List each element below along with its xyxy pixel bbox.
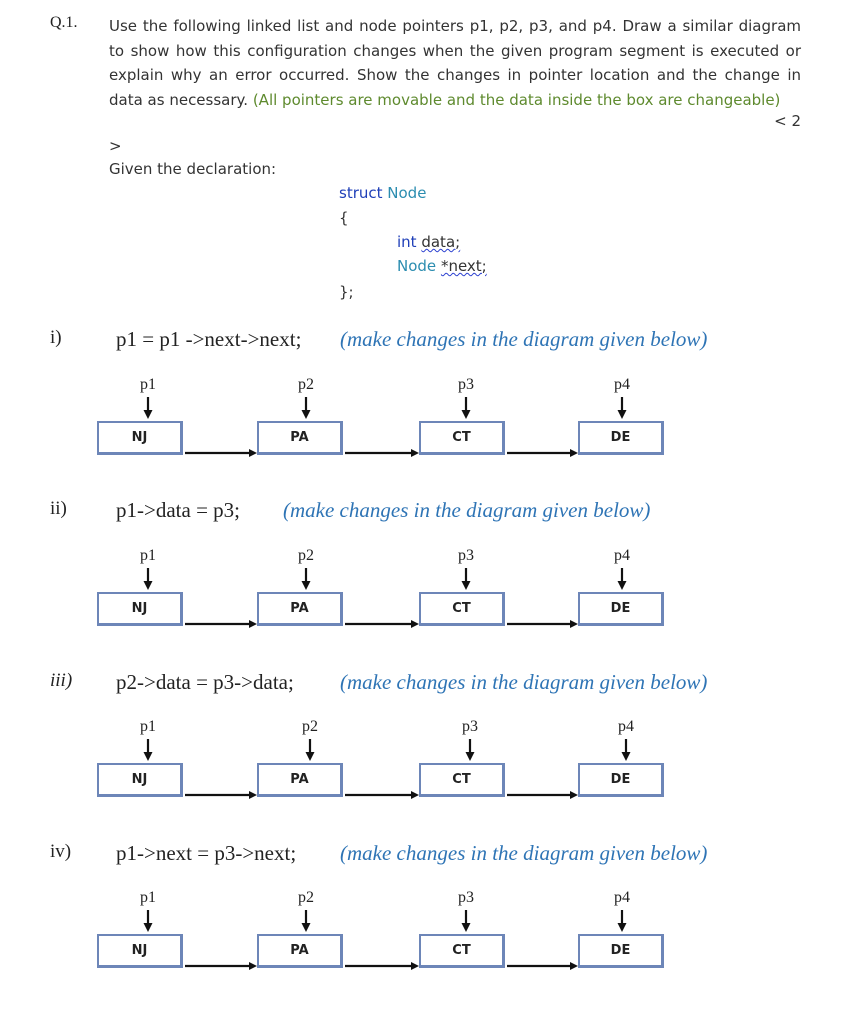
marks-tail: >	[109, 137, 122, 155]
linked-list-diagram	[0, 889, 857, 989]
pointer-arrow-head	[622, 752, 631, 761]
linked-list-diagram	[0, 547, 857, 647]
struct-keyword: struct	[339, 184, 383, 202]
pointer-arrow-head	[466, 752, 475, 761]
list-node: CT	[419, 934, 505, 968]
pointer-label: p2	[298, 889, 314, 906]
marks-label: < 2	[774, 112, 801, 130]
next-link-arrow-head	[249, 791, 257, 799]
pointer-arrow-head	[302, 923, 311, 932]
question-number: Q.1.	[50, 14, 78, 31]
pointer-label: p3	[458, 547, 474, 564]
struct-header	[339, 184, 426, 202]
part-statement: p2->data = p3->data;	[116, 670, 294, 694]
next-link-arrow-head	[249, 962, 257, 970]
linked-list-diagram	[0, 718, 857, 818]
pointer-label: p2	[298, 376, 314, 393]
given-label: Given the declaration:	[109, 160, 277, 178]
pointer-arrow-head	[462, 410, 471, 419]
pointer-label: p1	[140, 889, 156, 906]
intro-highlight: (All pointers are movable and the data inside the box are changeable)	[252, 90, 781, 109]
pointer-label: p1	[140, 718, 156, 735]
pointer-label: p3	[458, 376, 474, 393]
field-next	[397, 257, 487, 275]
part-note: (make changes in the diagram given below)	[340, 841, 708, 865]
pointer-arrow-head	[144, 410, 153, 419]
next-link-arrow-head	[570, 791, 578, 799]
next-link-arrow-head	[249, 449, 257, 457]
list-node: CT	[419, 592, 505, 626]
next-link-arrow-head	[411, 449, 419, 457]
list-node: DE	[578, 763, 664, 797]
pointer-arrow-head	[302, 581, 311, 590]
part-statement: p1->next = p3->next;	[116, 841, 297, 865]
pointer-label: p3	[458, 889, 474, 906]
part-note: (make changes in the diagram given below)	[340, 327, 708, 351]
pointer-arrow-head	[306, 752, 315, 761]
pointer-arrow-head	[462, 923, 471, 932]
pointer-label: p3	[462, 718, 478, 735]
pointer-arrow-head	[618, 410, 627, 419]
field1-name: data;	[421, 233, 461, 251]
list-node: PA	[257, 934, 343, 968]
field1-type: int	[397, 233, 417, 251]
list-node: DE	[578, 421, 664, 455]
pointer-arrow-head	[144, 581, 153, 590]
part-statement: p1 = p1 ->next->next;	[116, 327, 302, 351]
pointer-label: p2	[298, 547, 314, 564]
part-note: (make changes in the diagram given below)	[340, 670, 708, 694]
close-brace: };	[339, 283, 354, 301]
next-link-arrow-head	[570, 962, 578, 970]
pointer-arrow-head	[144, 752, 153, 761]
list-node: PA	[257, 592, 343, 626]
pointer-label: p4	[614, 547, 630, 564]
part-label: iii)	[50, 670, 73, 691]
list-node: NJ	[97, 934, 183, 968]
next-link-arrow-head	[249, 620, 257, 628]
list-node: PA	[257, 763, 343, 797]
pointer-arrow-head	[618, 581, 627, 590]
part-label: i)	[50, 327, 62, 348]
pointer-label: p4	[614, 889, 630, 906]
next-link-arrow-head	[570, 449, 578, 457]
pointer-label: p2	[302, 718, 318, 735]
pointer-label: p4	[614, 376, 630, 393]
list-node: CT	[419, 421, 505, 455]
next-link-arrow-head	[411, 962, 419, 970]
pointer-label: p1	[140, 547, 156, 564]
next-link-arrow-head	[570, 620, 578, 628]
next-link-arrow-head	[411, 620, 419, 628]
field2-type: Node	[397, 257, 437, 275]
field2-name: *next;	[440, 257, 487, 275]
field-data	[397, 233, 460, 251]
pointer-arrow-head	[462, 581, 471, 590]
next-link-arrow-head	[411, 791, 419, 799]
part-statement: p1->data = p3;	[116, 498, 240, 522]
open-brace: {	[339, 209, 349, 227]
list-node: PA	[257, 421, 343, 455]
pointer-arrow-head	[618, 923, 627, 932]
list-node: NJ	[97, 592, 183, 626]
list-node: NJ	[97, 763, 183, 797]
pointer-label: p4	[618, 718, 634, 735]
pointer-label: p1	[140, 376, 156, 393]
list-node: CT	[419, 763, 505, 797]
struct-name: Node	[387, 184, 427, 202]
list-node: NJ	[97, 421, 183, 455]
part-note: (make changes in the diagram given below)	[283, 498, 651, 522]
pointer-arrow-head	[144, 923, 153, 932]
list-node: DE	[578, 934, 664, 968]
part-label: iv)	[50, 841, 72, 862]
question-intro	[109, 14, 801, 112]
pointer-arrow-head	[302, 410, 311, 419]
intro-text: Use the following linked list and node pointers p1, p2, p3, and p4. Draw a similar diagram to show how this configuration changes when the given program segment is executed or explain why an error occurred. Show the changes in pointer location and the change in data as necessary.	[109, 17, 801, 109]
linked-list-diagram	[0, 376, 857, 476]
part-label: ii)	[50, 498, 67, 519]
list-node: DE	[578, 592, 664, 626]
